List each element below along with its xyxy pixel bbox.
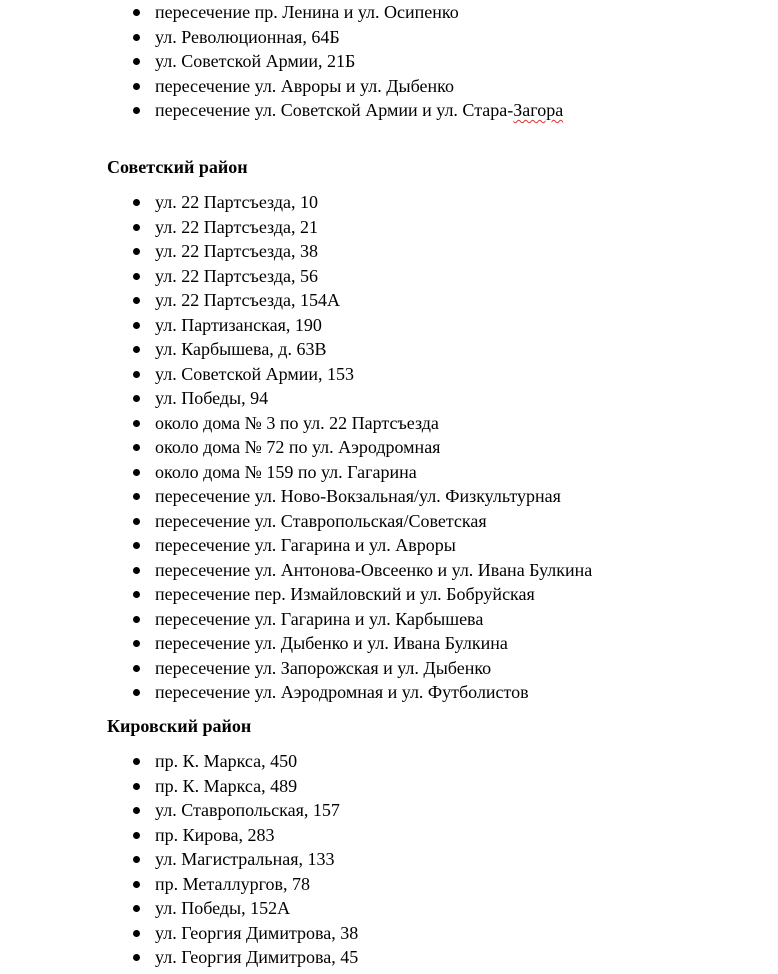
list-item-text: пересечение ул. Антонова-Овсеенко и ул. Ивана Булкина (155, 559, 593, 580)
list-item-text: ул. Победы, 152А (155, 898, 291, 918)
list-item (0, 74, 563, 99)
bullet-icon (133, 807, 140, 814)
list-item (0, 98, 563, 123)
bullet-icon (133, 856, 140, 863)
bullet-icon (133, 224, 140, 231)
list-item-text: ул. Советской Армии, 153 (155, 363, 355, 384)
list-item (0, 896, 358, 921)
list-item-text: пересечение ул. Запорожская и ул. Дыбенко (155, 657, 492, 678)
list-item-text: ул. Георгия Димитрова, 45 (155, 947, 359, 967)
list-item (0, 288, 592, 313)
list-item-text: около дома № 159 по ул. Гагарина (155, 461, 417, 482)
list-item (0, 774, 358, 799)
list-item-text: ул. 22 Партсъезда, 56 (155, 265, 318, 286)
bullet-icon (133, 640, 140, 647)
list-item (0, 509, 592, 534)
bullet-icon (133, 954, 140, 961)
bullet-icon (133, 783, 140, 790)
bullet-icon (133, 444, 140, 451)
bullet-icon (133, 665, 140, 672)
address-list-kirovsky (0, 749, 358, 970)
bullet-icon (133, 199, 140, 206)
bullet-icon (133, 881, 140, 888)
list-item (0, 823, 358, 848)
list-item-text: пересечение пер. Измайловский и ул. Бобруйская (155, 584, 535, 604)
bullet-icon (133, 518, 140, 525)
list-item-text: ул. 22 Партсъезда, 154А (155, 290, 340, 310)
list-item-text: пр. Металлургов, 78 (155, 873, 311, 894)
list-item (0, 533, 592, 558)
list-item (0, 411, 592, 436)
list-item (0, 558, 592, 583)
bullet-icon (133, 297, 140, 304)
list-item-text: пересечение пр. Ленина и ул. Осипенко (155, 2, 459, 22)
bullet-icon (133, 758, 140, 765)
list-item (0, 847, 358, 872)
bullet-icon (133, 371, 140, 378)
bullet-icon (133, 107, 140, 114)
list-item-text: ул. Революционная, 64Б (155, 26, 340, 47)
list-item-text: ул. Карбышева, д. 63В (155, 339, 327, 359)
list-item-text: ул. 22 Партсъезда, 10 (155, 192, 318, 212)
bullet-icon (133, 83, 140, 90)
bullet-icon (133, 9, 140, 16)
bullet-icon (133, 591, 140, 598)
address-list-top (0, 0, 563, 123)
bullet-icon (133, 689, 140, 696)
list-item (0, 680, 592, 705)
list-item-text: ул. Советской Армии, 21Б (155, 51, 356, 71)
list-item-text: около дома № 3 по ул. 22 Партсъезда (155, 412, 439, 433)
list-item-text: пересечение ул. Гагарина и ул. Карбышева (155, 608, 484, 629)
list-item (0, 484, 592, 509)
list-item (0, 0, 563, 25)
list-item-text: пр. К. Маркса, 489 (155, 775, 298, 796)
list-item (0, 386, 592, 411)
heading-kirovsky: Кировский район (107, 716, 252, 736)
list-item-text: пр. Кирова, 283 (155, 824, 275, 845)
list-item-text: около дома № 72 по ул. Аэродромная (155, 437, 441, 457)
list-item-text: пересечение ул. Дыбенко и ул. Ивана Булкина (155, 633, 508, 653)
list-item-text: ул. 22 Партсъезда, 21 (155, 216, 318, 237)
address-list-sovetsky (0, 190, 592, 705)
list-item (0, 435, 592, 460)
list-item-text: пересечение ул. Ставропольская/Советская (155, 510, 487, 531)
bullet-icon (133, 248, 140, 255)
bullet-icon (133, 542, 140, 549)
list-item-text: пересечение ул. Советской Армии и ул. Стара- (155, 100, 514, 120)
list-item (0, 872, 358, 897)
bullet-icon (133, 905, 140, 912)
bullet-icon (133, 273, 140, 280)
list-item-text: ул. 22 Партсъезда, 38 (155, 241, 318, 261)
list-item-text: ул. Ставропольская, 157 (155, 800, 340, 820)
list-item (0, 631, 592, 656)
bullet-icon (133, 58, 140, 65)
list-item (0, 607, 592, 632)
bullet-icon (133, 34, 140, 41)
bullet-icon (133, 346, 140, 353)
list-item (0, 945, 358, 970)
bullet-icon (133, 420, 140, 427)
bullet-icon (133, 832, 140, 839)
bullet-icon (133, 616, 140, 623)
bullet-icon (133, 493, 140, 500)
list-item (0, 460, 592, 485)
heading-sovetsky: Советский район (107, 157, 248, 177)
list-item (0, 215, 592, 240)
list-item-text: пересечение ул. Гагарина и ул. Авроры (155, 535, 456, 555)
list-item (0, 582, 592, 607)
list-item (0, 337, 592, 362)
list-item-text: пересечение ул. Авроры и ул. Дыбенко (155, 75, 454, 96)
bullet-icon (133, 930, 140, 937)
bullet-icon (133, 395, 140, 402)
list-item-text: ул. Георгия Димитрова, 38 (155, 922, 359, 943)
list-item-text: пр. К. Маркса, 450 (155, 751, 298, 771)
list-item (0, 49, 563, 74)
misspelled-word[interactable]: Загора (513, 100, 564, 120)
list-item (0, 656, 592, 681)
list-item (0, 264, 592, 289)
list-item (0, 239, 592, 264)
list-item-text: ул. Магистральная, 133 (155, 849, 335, 869)
list-item (0, 749, 358, 774)
list-item (0, 190, 592, 215)
list-item (0, 921, 358, 946)
list-item (0, 798, 358, 823)
list-item-text: пересечение ул. Ново-Вокзальная/ул. Физкультурная (155, 486, 561, 506)
bullet-icon (133, 567, 140, 574)
list-item-text: пересечение ул. Аэродромная и ул. Футболистов (155, 682, 529, 702)
list-item (0, 362, 592, 387)
list-item (0, 313, 592, 338)
list-item-text: ул. Победы, 94 (155, 388, 269, 408)
list-item-text: ул. Партизанская, 190 (155, 314, 322, 335)
list-item (0, 25, 563, 50)
bullet-icon (133, 469, 140, 476)
bullet-icon (133, 322, 140, 329)
